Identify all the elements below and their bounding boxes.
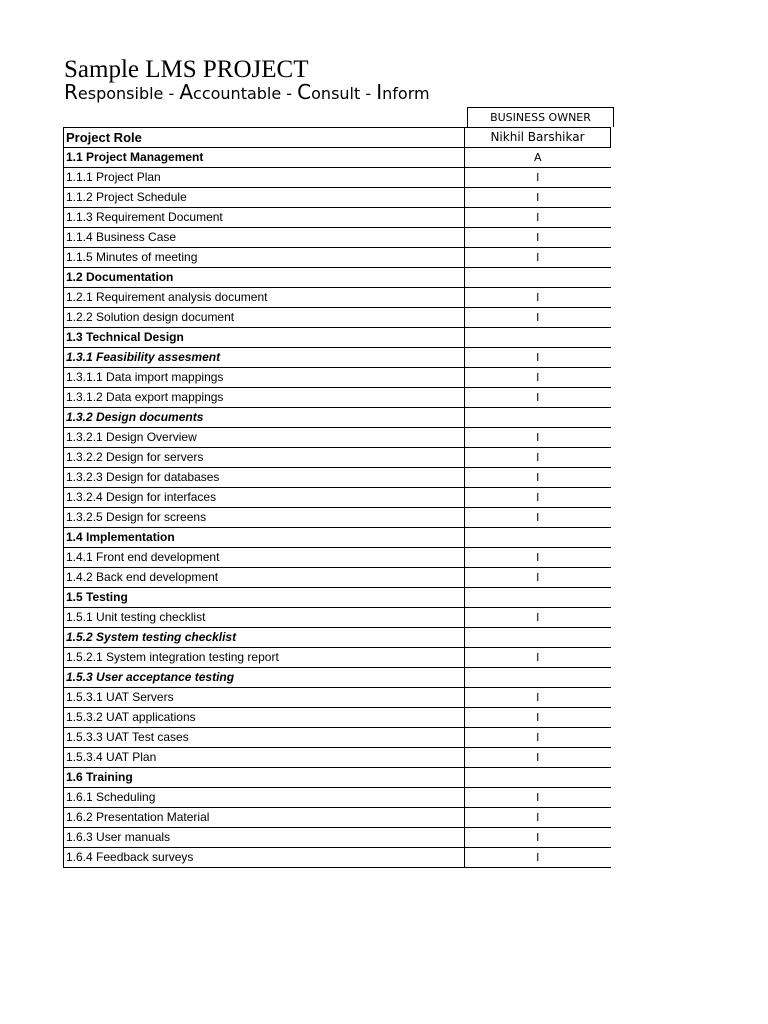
raci-value-cell: I [465, 208, 611, 228]
table-row [64, 308, 611, 328]
document-subtitle [64, 80, 430, 106]
project-role-cell: 1.1.1 Project Plan [64, 168, 465, 188]
table-row [64, 228, 611, 248]
table-row [64, 768, 611, 788]
table-row [64, 808, 611, 828]
raci-value-cell: I [465, 708, 611, 728]
project-role-cell: 1.6.2 Presentation Material [64, 808, 465, 828]
project-role-cell: 1.5 Testing [64, 588, 465, 608]
raci-value-cell: I [465, 788, 611, 808]
raci-value-cell: I [465, 168, 611, 188]
table-row [64, 148, 611, 168]
project-role-cell: 1.3.1.1 Data import mappings [64, 368, 465, 388]
raci-value-cell: I [465, 368, 611, 388]
project-role-cell: 1.5.2 System testing checklist [64, 628, 465, 648]
project-role-cell: 1.3.1 Feasibility assesment [64, 348, 465, 368]
table-row [64, 288, 611, 308]
table-row [64, 628, 611, 648]
raci-value-cell [465, 628, 611, 648]
raci-table-body [64, 128, 611, 868]
raci-value-cell: I [465, 808, 611, 828]
project-role-cell: 1.5.3.3 UAT Test cases [64, 728, 465, 748]
raci-value-cell: I [465, 688, 611, 708]
raci-value-cell: I [465, 288, 611, 308]
table-row [64, 608, 611, 628]
project-role-cell: 1.1.5 Minutes of meeting [64, 248, 465, 268]
table-row [64, 648, 611, 668]
project-role-cell: 1.3.2.2 Design for servers [64, 448, 465, 468]
raci-value-cell: I [465, 388, 611, 408]
table-row [64, 748, 611, 768]
raci-value-cell [465, 588, 611, 608]
project-role-cell: 1.3.2.4 Design for interfaces [64, 488, 465, 508]
subtitle-initial: R [64, 80, 78, 104]
table-row [64, 428, 611, 448]
table-row [64, 268, 611, 288]
raci-table [63, 127, 611, 868]
business-owner-column-header: BUSINESS OWNER [467, 107, 614, 127]
table-row [64, 368, 611, 388]
project-role-cell: 1.3.1.2 Data export mappings [64, 388, 465, 408]
table-row [64, 488, 611, 508]
table-row [64, 728, 611, 748]
raci-value-cell: I [465, 188, 611, 208]
table-row [64, 688, 611, 708]
raci-value-cell [465, 328, 611, 348]
table-row [64, 188, 611, 208]
subtitle-initial: A [179, 80, 194, 104]
raci-value-cell [465, 268, 611, 288]
project-role-cell: 1.1.4 Business Case [64, 228, 465, 248]
table-row [64, 668, 611, 688]
raci-value-cell: I [465, 848, 611, 868]
project-role-cell: 1.2.1 Requirement analysis document [64, 288, 465, 308]
raci-value-cell: I [465, 488, 611, 508]
subtitle-initial: I [376, 80, 383, 104]
project-role-cell: 1.6.1 Scheduling [64, 788, 465, 808]
raci-value-cell: I [465, 648, 611, 668]
table-row [64, 168, 611, 188]
project-role-cell: 1.5.3 User acceptance testing [64, 668, 465, 688]
raci-value-cell: I [465, 448, 611, 468]
raci-value-cell: I [465, 748, 611, 768]
project-role-cell: 1.4.2 Back end development [64, 568, 465, 588]
subtitle-word: nform [382, 84, 430, 103]
raci-value-cell [465, 668, 611, 688]
project-role-cell: 1.3.2.5 Design for screens [64, 508, 465, 528]
table-row [64, 508, 611, 528]
project-role-cell: 1.3.2 Design documents [64, 408, 465, 428]
project-role-cell: 1.5.3.2 UAT applications [64, 708, 465, 728]
project-role-cell: 1.5.2.1 System integration testing report [64, 648, 465, 668]
raci-value-cell: I [465, 548, 611, 568]
table-row [64, 708, 611, 728]
table-row [64, 408, 611, 428]
raci-value-cell: A [465, 148, 611, 168]
raci-value-cell: I [465, 308, 611, 328]
header-row [64, 128, 611, 148]
raci-value-cell: I [465, 348, 611, 368]
subtitle-word: onsult - [311, 84, 377, 103]
raci-value-cell [465, 768, 611, 788]
table-row [64, 448, 611, 468]
project-role-cell: 1.3.2.3 Design for databases [64, 468, 465, 488]
raci-value-cell: I [465, 248, 611, 268]
project-role-cell: 1.3.2.1 Design Overview [64, 428, 465, 448]
raci-value-cell: I [465, 828, 611, 848]
table-row [64, 468, 611, 488]
project-role-cell: 1.1 Project Management [64, 148, 465, 168]
project-role-cell: 1.6.3 User manuals [64, 828, 465, 848]
table-row [64, 828, 611, 848]
project-role-cell: 1.2 Documentation [64, 268, 465, 288]
table-row [64, 248, 611, 268]
project-role-cell: 1.5.3.1 UAT Servers [64, 688, 465, 708]
raci-value-cell: I [465, 428, 611, 448]
owner-name-header: Nikhil Barshikar [465, 128, 611, 148]
subtitle-word: esponsible - [77, 84, 180, 103]
project-role-cell: 1.2.2 Solution design document [64, 308, 465, 328]
table-row [64, 788, 611, 808]
table-row [64, 528, 611, 548]
project-role-cell: 1.6.4 Feedback surveys [64, 848, 465, 868]
table-row [64, 588, 611, 608]
raci-value-cell [465, 408, 611, 428]
raci-value-cell: I [465, 508, 611, 528]
project-role-cell: 1.5.3.4 UAT Plan [64, 748, 465, 768]
table-row [64, 568, 611, 588]
raci-value-cell [465, 528, 611, 548]
project-role-cell: 1.1.2 Project Schedule [64, 188, 465, 208]
project-role-header: Project Role [64, 128, 465, 148]
project-role-cell: 1.5.1 Unit testing checklist [64, 608, 465, 628]
project-role-cell: 1.3 Technical Design [64, 328, 465, 348]
raci-value-cell: I [465, 468, 611, 488]
table-row [64, 388, 611, 408]
raci-value-cell: I [465, 608, 611, 628]
table-row [64, 348, 611, 368]
raci-value-cell: I [465, 228, 611, 248]
subtitle-word: ccountable - [193, 84, 298, 103]
project-role-cell: 1.1.3 Requirement Document [64, 208, 465, 228]
table-row [64, 848, 611, 868]
table-row [64, 548, 611, 568]
project-role-cell: 1.4 Implementation [64, 528, 465, 548]
document-title: Sample LMS PROJECT [64, 56, 309, 83]
table-row [64, 208, 611, 228]
project-role-cell: 1.4.1 Front end development [64, 548, 465, 568]
project-role-cell: 1.6 Training [64, 768, 465, 788]
raci-value-cell: I [465, 568, 611, 588]
table-row [64, 328, 611, 348]
subtitle-initial: C [297, 80, 312, 104]
raci-value-cell: I [465, 728, 611, 748]
